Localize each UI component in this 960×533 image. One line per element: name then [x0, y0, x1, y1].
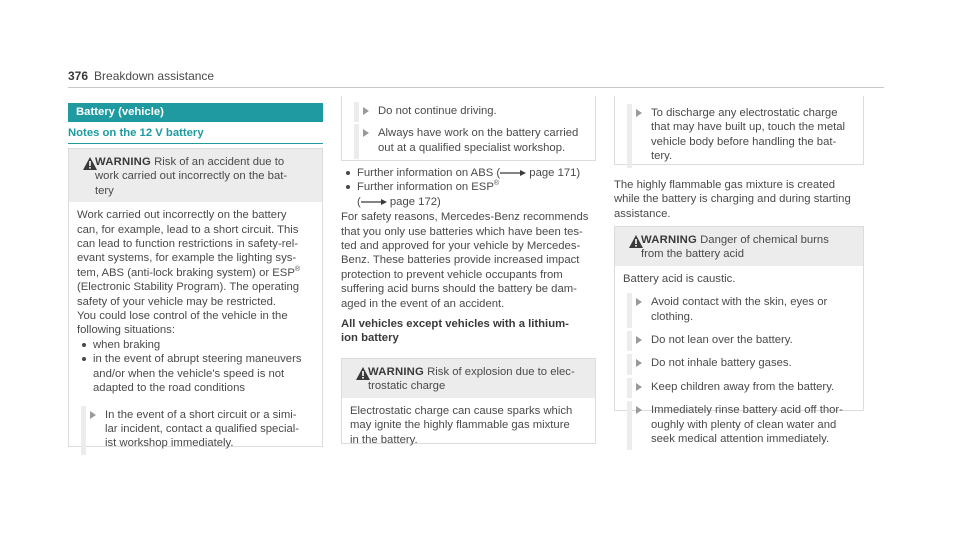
- action-arrow-icon: [636, 359, 642, 367]
- list-text: Further information on ESP: [357, 181, 494, 194]
- bullet-icon: [346, 171, 350, 175]
- action-text: In the event of a short circuit or a simi-: [105, 408, 297, 421]
- body-line: protection to prevent vehicle occupants from: [341, 268, 563, 281]
- body-line: that you only use batteries which have been tes-: [341, 225, 583, 238]
- list-text: in the event of abrupt steering maneuvers: [93, 353, 302, 366]
- warning-box-explosion: [341, 358, 596, 444]
- body-line: Benz. These batteries provide increased impact: [341, 254, 580, 267]
- action-text: Keep children away from the battery.: [651, 380, 835, 393]
- body-line: assistance.: [614, 207, 671, 220]
- body-line: Battery acid is caustic.: [623, 272, 736, 285]
- column-2-text: [341, 166, 596, 346]
- action-bar: [627, 293, 632, 328]
- warning-body: [342, 398, 595, 451]
- action-arrow-icon: [363, 129, 369, 137]
- page-ref-arrow-icon: [361, 198, 387, 206]
- action-arrow-icon: [90, 411, 96, 419]
- body-line: may ignite the highly flammable gas mixture: [350, 419, 570, 432]
- warning-box-continued: [614, 96, 864, 165]
- subheading-line: ion battery: [341, 332, 399, 345]
- body-line: following situations:: [77, 324, 175, 337]
- action-step: [623, 380, 855, 394]
- action-text: ist workshop immediately.: [105, 437, 234, 450]
- header-divider: [68, 87, 884, 88]
- action-step: [77, 408, 314, 451]
- action-step: [623, 356, 855, 370]
- warning-text: work carried out incorrectly on the bat-: [95, 170, 288, 183]
- bullet-icon: [82, 357, 86, 361]
- bullet-icon: [346, 185, 350, 189]
- page-ref-arrow-icon: [500, 169, 526, 177]
- action-step: [623, 403, 855, 446]
- subtitle-divider: [68, 143, 323, 144]
- section-title: Battery (vehicle): [68, 103, 323, 122]
- warning-icon: [83, 157, 97, 170]
- body-line: evant systems, for example the lighting sys-: [77, 252, 297, 265]
- body-line: suffering acid burns should the battery be dam-: [341, 283, 577, 296]
- action-step: [623, 295, 855, 324]
- page-reference-link[interactable]: page 172): [386, 195, 441, 208]
- action-arrow-icon: [636, 383, 642, 391]
- warning-box-accident: [68, 148, 323, 450]
- action-text: clothing.: [651, 310, 694, 323]
- warning-body: [615, 266, 863, 451]
- warning-header: [615, 227, 863, 266]
- action-text: Immediately rinse battery acid off thor-: [651, 404, 843, 417]
- warning-text: Danger of chemical burns: [697, 234, 829, 246]
- warning-header: [69, 149, 322, 202]
- action-bar: [627, 354, 632, 374]
- body-line: aged in the event of an accident.: [341, 297, 505, 310]
- page-number: 376: [68, 69, 89, 83]
- action-step: [350, 126, 587, 155]
- action-text: oughly with plenty of clean water and: [651, 418, 837, 431]
- warning-text: Risk of explosion due to elec-: [424, 366, 575, 378]
- warning-box-chemical-burns: [614, 226, 864, 446]
- warning-label: WARNING: [95, 156, 151, 168]
- body-line: ted and approved for your vehicle by Mercedes-: [341, 240, 581, 253]
- action-text: Do not lean over the battery.: [651, 334, 793, 347]
- registered-mark: ®: [294, 266, 301, 274]
- body-line: For safety reasons, Mercedes-Benz recommends: [341, 211, 589, 224]
- body-line: can, for example, lead to a short circuit. This: [77, 223, 299, 236]
- warning-label: WARNING: [368, 366, 424, 378]
- action-text: Do not inhale battery gases.: [651, 357, 792, 370]
- action-arrow-icon: [363, 107, 369, 115]
- action-step: [623, 106, 855, 164]
- body-line: Work carried out incorrectly on the battery: [77, 209, 287, 222]
- action-text: Always have work on the battery carried: [378, 127, 579, 140]
- section-subtitle: Notes on the 12 V battery: [68, 127, 204, 139]
- action-text: that may have built up, touch the metal: [651, 121, 846, 134]
- warning-text: from the battery acid: [641, 248, 744, 261]
- body-line: Electrostatic charge can cause sparks which: [350, 404, 573, 417]
- warning-label: WARNING: [641, 234, 697, 246]
- list-text: when braking: [93, 338, 161, 351]
- action-step: [350, 104, 587, 118]
- gas-mixture-paragraph: [614, 178, 864, 221]
- chapter-title: Breakdown assistance: [94, 69, 215, 83]
- page-reference-link[interactable]: page 171): [526, 167, 581, 179]
- warning-text: Risk of an accident due to: [151, 156, 285, 168]
- warning-text: trostatic charge: [368, 380, 446, 393]
- list-text: (: [357, 195, 361, 208]
- body-line: The highly flammable gas mixture is created: [614, 179, 836, 191]
- warning-header: [342, 359, 595, 398]
- action-text: seek medical attention immediately.: [651, 433, 830, 446]
- action-arrow-icon: [636, 109, 642, 117]
- page-header: [68, 69, 214, 83]
- action-step: [623, 333, 855, 347]
- warning-text: tery: [95, 184, 114, 197]
- action-text: vehicle body before handling the bat-: [651, 135, 837, 148]
- list-text: Further information on ABS (: [357, 167, 501, 179]
- list-text: and/or when the vehicle's speed is not: [93, 367, 285, 380]
- action-text: lar incident, contact a qualified special-: [105, 422, 300, 435]
- action-text: tery.: [651, 150, 673, 163]
- list-item: [77, 338, 314, 352]
- warning-body: [69, 202, 322, 455]
- action-bar: [354, 124, 359, 159]
- safety-paragraph: [341, 210, 596, 311]
- body-line: tem, ABS (anti-lock braking system) or ESP: [77, 266, 295, 279]
- action-text: To discharge any electrostatic charge: [651, 107, 838, 119]
- body-line: in the battery.: [350, 433, 418, 446]
- bullet-icon: [82, 343, 86, 347]
- action-bar: [627, 331, 632, 351]
- body-line: You could lose control of the vehicle in the: [77, 310, 288, 323]
- list-item: [341, 180, 596, 209]
- action-arrow-icon: [636, 336, 642, 344]
- action-bar: [627, 378, 632, 398]
- action-bar: [81, 406, 86, 455]
- action-text: out at a qualified specialist workshop.: [378, 141, 566, 154]
- list-text: adapted to the road conditions: [93, 382, 245, 395]
- action-arrow-icon: [636, 406, 642, 414]
- action-bar: [627, 401, 632, 450]
- list-item: [341, 166, 596, 180]
- action-bar: [354, 102, 359, 122]
- body-line: can lead to function restrictions in safety-rel-: [77, 238, 299, 251]
- list-item: [77, 352, 314, 395]
- body-line: (Electronic Stability Program). The operating: [77, 281, 300, 294]
- action-bar: [627, 104, 632, 168]
- action-text: Avoid contact with the skin, eyes or: [651, 296, 828, 309]
- warning-icon: [629, 235, 643, 248]
- warning-box-continued: [341, 96, 596, 161]
- body-line: safety of your vehicle may be restricted.: [77, 295, 277, 308]
- warning-icon: [356, 367, 370, 380]
- registered-mark: ®: [493, 180, 500, 188]
- action-text: Do not continue driving.: [378, 105, 497, 117]
- action-arrow-icon: [636, 298, 642, 306]
- subheading-line: All vehicles except vehicles with a lithium-: [341, 318, 569, 331]
- bold-subheading: [341, 317, 596, 346]
- body-line: while the battery is charging and during starting: [614, 193, 851, 206]
